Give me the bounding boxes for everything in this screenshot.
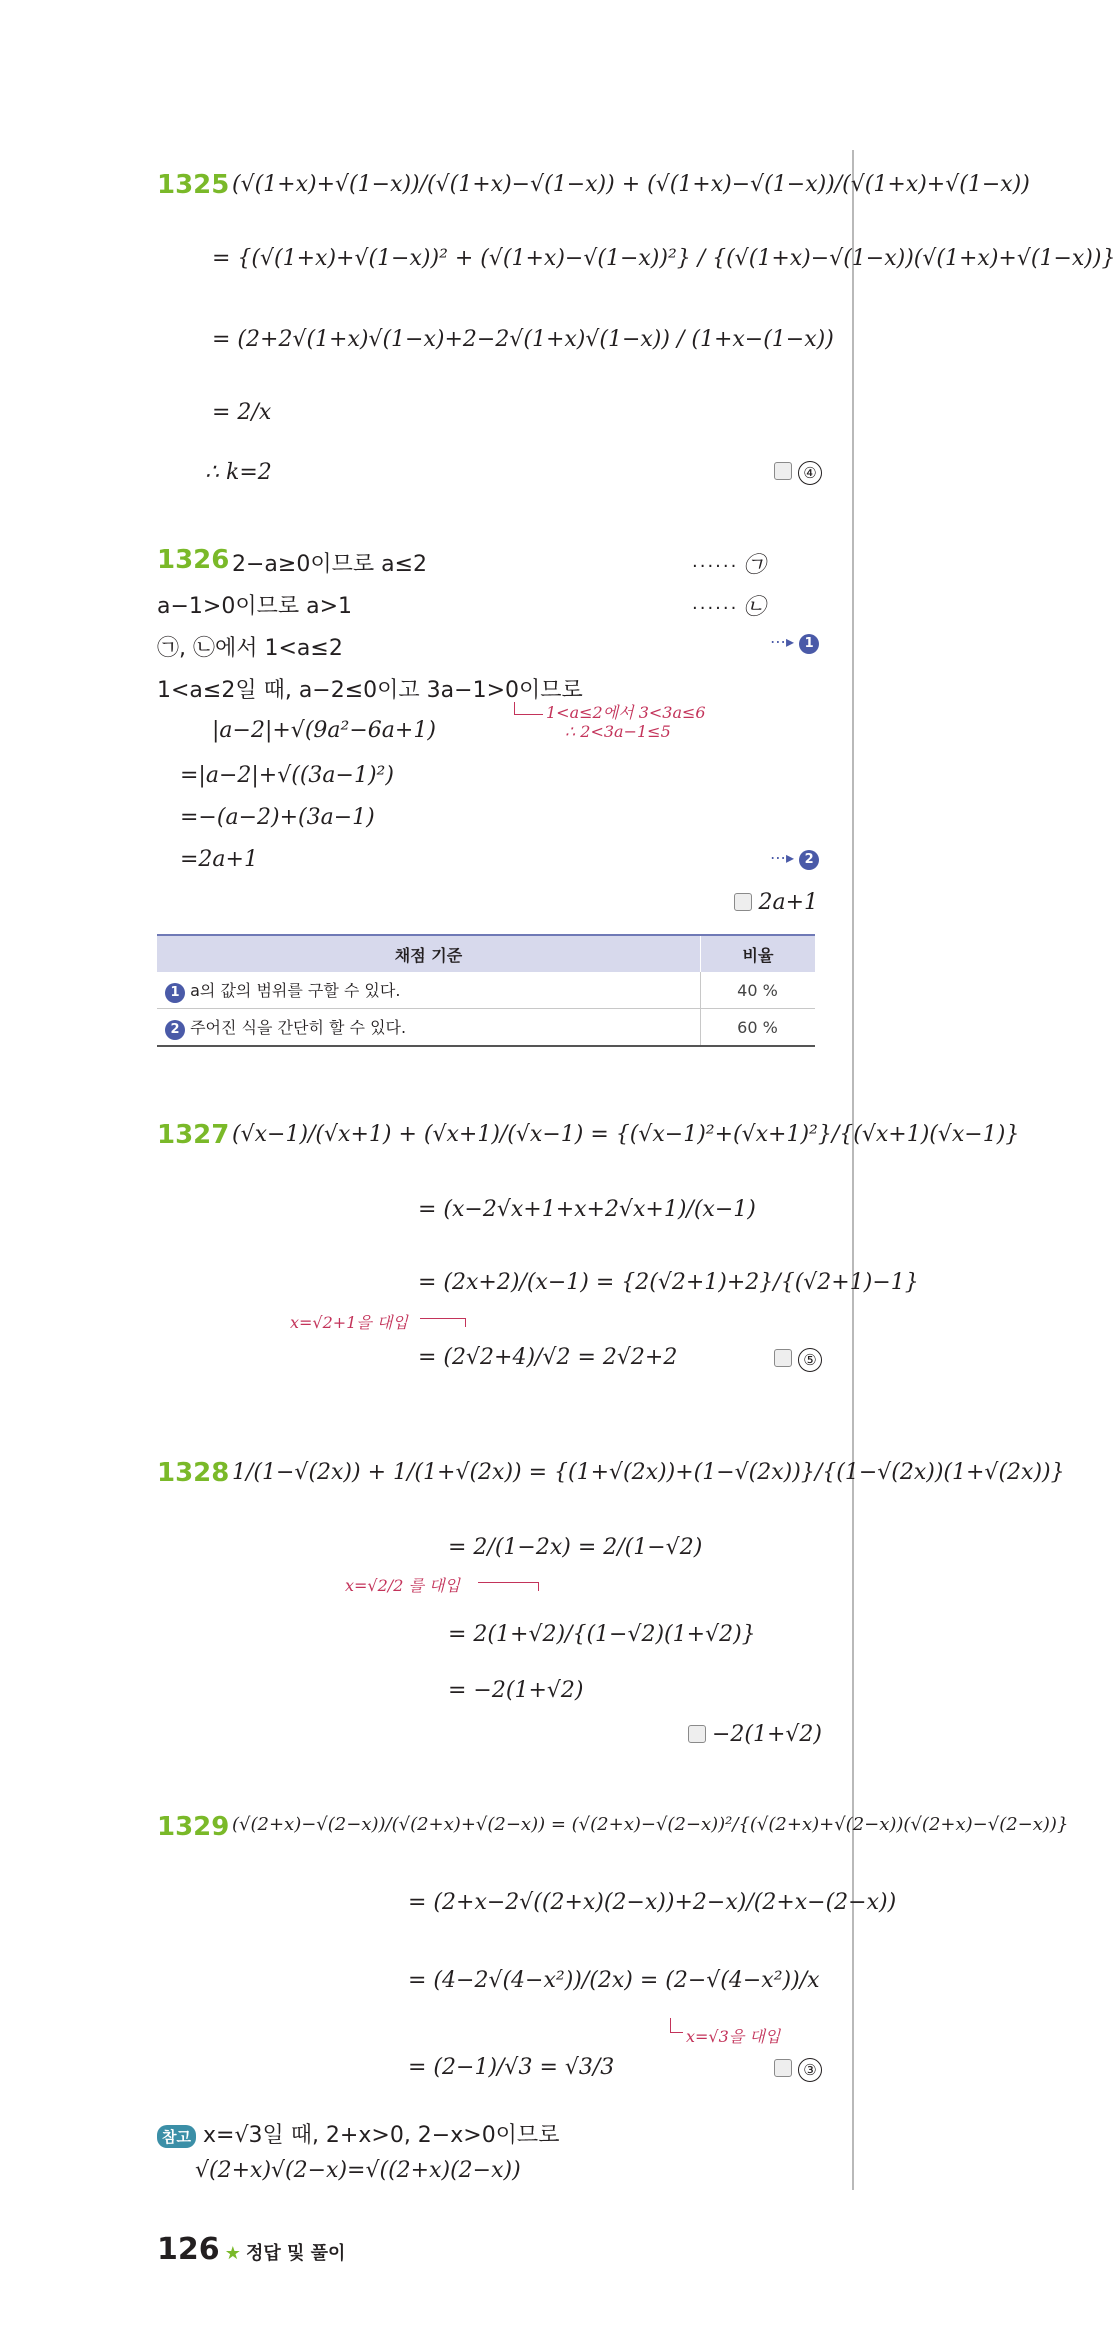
answer-icon [774, 1349, 792, 1367]
answer-icon [774, 2059, 792, 2077]
p1329-chamgo: 참고 x=√3일 때, 2+x>0, 2−x>0이므로 [157, 2118, 559, 2149]
p1326-line4: 1<a≤2일 때, a−2≤0이고 3a−1>0이므로 [157, 678, 583, 703]
p1326-step1: ⋯▸ 1 [770, 632, 819, 654]
p1328-note: x=√2/2 를 대입 [345, 1576, 460, 1595]
p1326-line6: =|a−2|+√((3a−1)²) [180, 763, 394, 788]
p1325-line3: = (2+2√(1+x)√(1−x)+2−2√(1+x)√(1−x)) / (1+x−(1−x)) [212, 327, 834, 352]
p1327-note: x=√2+1을 대입 [290, 1313, 408, 1332]
page-number: 126 [157, 2232, 220, 2267]
p1325-line1: (√(1+x)+√(1−x))/(√(1+x)−√(1−x)) + (√(1+x)−√(1−x))/(√(1+x)+√(1−x)) [232, 172, 1030, 197]
chamgo-badge: 참고 [157, 2125, 196, 2148]
p1329-chamgo-line2: √(2+x)√(2−x)=√((2+x)(2−x)) [195, 2158, 521, 2183]
problem-number-1327: 1327 [157, 1120, 230, 1150]
page-footer [157, 2232, 345, 2267]
problem-number-1325: 1325 [157, 170, 230, 200]
answer-icon [774, 462, 792, 480]
p1326-step2: ⋯▸ 2 [770, 848, 819, 870]
p1326-mark1: ······ ㉠ [692, 553, 766, 578]
p1329-line2: = (2+x−2√((2+x)(2−x))+2−x)/(2+x−(2−x)) [408, 1890, 897, 1915]
column-divider [852, 150, 854, 2190]
answer-icon [734, 893, 752, 911]
p1329-line1: (√(2+x)−√(2−x))/(√(2+x)+√(2−x)) = (√(2+x)−√(2−x))²/{(√(2+x)+√(2−x))(√(2+x)−√(2−x))} [232, 1814, 1069, 1835]
p1326-line1: 2−a≥0이므로 a≤2 [232, 552, 428, 577]
problem-number-1328: 1328 [157, 1458, 230, 1488]
p1326-line8: =2a+1 [180, 847, 258, 872]
header-criteria: 채점 기준 [157, 935, 701, 972]
problem-number-1326: 1326 [157, 545, 230, 575]
p1326-line2: a−1>0이므로 a>1 [157, 594, 353, 619]
note-pointer [420, 1318, 466, 1327]
problem-number-1329: 1329 [157, 1812, 230, 1842]
star-icon: ★ [224, 2243, 241, 2264]
p1328-line4: = −2(1+√2) [448, 1678, 584, 1703]
footer-title: 정답 및 풀이 [245, 2243, 346, 2264]
p1328-line3: = 2(1+√2)/{(1−√2)(1+√2)} [448, 1622, 756, 1647]
p1326-line3: ㉠, ㉡에서 1<a≤2 [157, 636, 343, 661]
table-row: 2 주어진 식을 간단히 할 수 있다. 60 % [157, 1009, 815, 1047]
p1327-answer: ⑤ [774, 1346, 822, 1372]
p1328-line2: = 2/(1−2x) = 2/(1−√2) [448, 1535, 703, 1560]
answer-icon [688, 1725, 706, 1743]
p1329-note: x=√3을 대입 [686, 2027, 781, 2046]
p1327-line3: = (2x+2)/(x−1) = {2(√2+1)+2}/{(√2+1)−1} [418, 1270, 919, 1295]
p1326-note1: 1<a≤2에서 3<3a≤6 [546, 703, 706, 722]
p1326-line5: |a−2|+√(9a²−6a+1) [212, 718, 436, 743]
note-pointer [514, 702, 543, 715]
p1325-line2: = {(√(1+x)+√(1−x))² + (√(1+x)−√(1−x))²} / {(√(1+x)−√(1−x))(√(1+x)+√(1−x))} [212, 246, 1115, 271]
p1325-answer: ④ [774, 459, 822, 485]
p1329-line3: = (4−2√(4−x²))/(2x) = (2−√(4−x²))/x [408, 1968, 820, 1993]
note-pointer [478, 1582, 539, 1591]
p1325-line4: = 2/x [212, 400, 272, 425]
p1327-line2: = (x−2√x+1+x+2√x+1)/(x−1) [418, 1197, 756, 1222]
p1326-note2: ∴ 2<3a−1≤5 [565, 722, 671, 741]
p1327-line1: (√x−1)/(√x+1) + (√x+1)/(√x−1) = {(√x−1)²+(√x+1)²}/{(√x+1)(√x−1)} [232, 1122, 1020, 1147]
p1326-line7: =−(a−2)+(3a−1) [180, 805, 375, 830]
p1329-answer: ③ [774, 2056, 822, 2082]
header-ratio: 비율 [701, 935, 816, 972]
p1325-line5: ∴ k=2 [205, 460, 272, 485]
p1328-line1: 1/(1−√(2x)) + 1/(1+√(2x)) = {(1+√(2x))+(1−√(2x))}/{(1−√(2x))(1+√(2x))} [232, 1460, 1065, 1485]
scoring-table [157, 934, 815, 1047]
p1326-answer: 2a+1 [734, 890, 818, 915]
p1329-line4: = (2−1)/√3 = √3/3 [408, 2055, 615, 2080]
p1326-mark2: ······ ㉡ [692, 595, 766, 620]
p1328-answer: −2(1+√2) [688, 1722, 822, 1747]
note-pointer [670, 2018, 683, 2033]
table-row: 1 a의 값의 범위를 구할 수 있다. 40 % [157, 972, 815, 1009]
p1327-line4: = (2√2+4)/√2 = 2√2+2 [418, 1345, 678, 1370]
